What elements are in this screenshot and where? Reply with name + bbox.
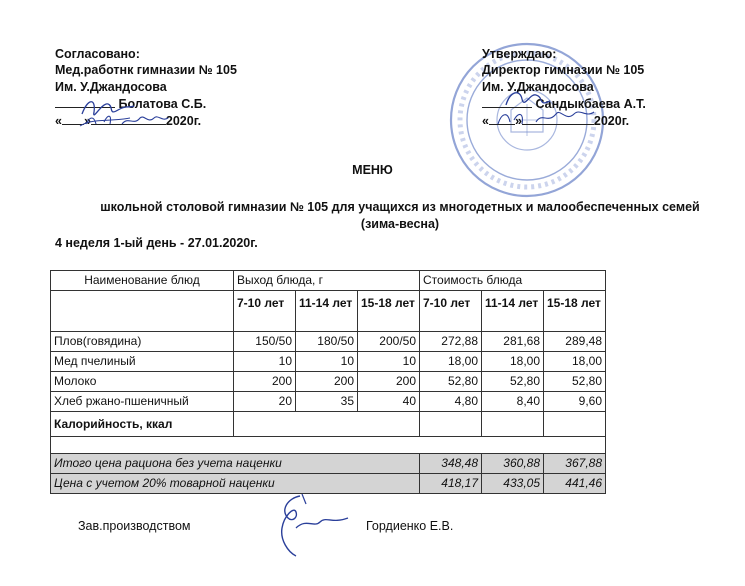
dish-name: Мед пчелиный	[51, 352, 234, 372]
age-header: 11-14 лет	[482, 291, 544, 332]
total-row: Итого цена рациона без учета наценки 348,48 360,88 367,88	[51, 454, 606, 474]
table-row: Хлеб ржано-пшеничный 20 35 40 4,80 8,40 9,60	[51, 392, 606, 412]
calories-row	[51, 412, 606, 437]
total-with-markup-row: Цена с учетом 20% товарной наценки 418,17 433,05 441,46	[51, 474, 606, 494]
table-header-row	[51, 271, 606, 291]
right-school-name: Им. У.Джандосова	[482, 80, 594, 94]
menu-table	[50, 270, 606, 494]
right-approval-label: Утверждаю:	[482, 47, 557, 61]
left-school-name: Им. У.Джандосова	[55, 80, 167, 94]
footer-position: Зав.производством	[78, 519, 191, 533]
right-signer-name: Сандыкбаева А.Т.	[535, 97, 646, 111]
right-date-year: 2020г.	[593, 114, 630, 128]
table-row: Молоко 200 200 200 52,80 52,80 52,80	[51, 372, 606, 392]
header-dish-name: Наименование блюд	[51, 271, 234, 291]
subtitle-line-2: (зима-весна)	[360, 217, 440, 231]
header-yield: Выход блюда, г	[234, 271, 420, 291]
dish-name: Плов(говядина)	[51, 332, 234, 352]
table-row: Плов(говядина) 150/50 180/50 200/50 272,88 281,68 289,48	[51, 332, 606, 352]
dish-name: Хлеб ржано-пшеничный	[51, 392, 234, 412]
age-header: 7-10 лет	[234, 291, 296, 332]
header-cost: Стоимость блюда	[420, 271, 606, 291]
age-header: 15-18 лет	[544, 291, 606, 332]
total-markup-label: Цена с учетом 20% товарной наценки	[51, 474, 420, 494]
footer-signer-name: Гордиенко Е.В.	[366, 519, 454, 533]
left-position: Мед.работнк гимназии № 105	[55, 63, 237, 77]
age-header: 11-14 лет	[296, 291, 358, 332]
calories-label: Калорийность, ккал	[51, 412, 234, 437]
age-header: 15-18 лет	[358, 291, 420, 332]
age-header: 7-10 лет	[420, 291, 482, 332]
total-label: Итого цена рациона без учета наценки	[51, 454, 420, 474]
subtitle-line-1: школьной столовой гимназии № 105 для учащихся из многодетных и малообеспеченных семей	[100, 200, 700, 214]
spacer-row	[51, 437, 606, 454]
right-date-handwriting-icon	[488, 104, 598, 132]
dish-name: Молоко	[51, 372, 234, 392]
footer-handwritten-signature-icon	[262, 488, 352, 560]
right-date-line: « » 2020г.	[482, 114, 630, 128]
table-age-row	[51, 291, 606, 332]
page-title: МЕНЮ	[352, 163, 393, 177]
left-date-year: 2020г.	[165, 114, 202, 128]
left-date-handwriting-icon	[82, 110, 172, 132]
day-line: 4 неделя 1-ый день - 27.01.2020г.	[55, 236, 258, 250]
right-position: Директор гимназии № 105	[482, 63, 645, 77]
table-row: Мед пчелиный 10 10 10 18,00 18,00 18,00	[51, 352, 606, 372]
left-approval-label: Согласовано:	[55, 47, 140, 61]
left-signer-name: Болатова С.Б.	[118, 97, 207, 111]
left-date-line: « » 2020г.	[55, 114, 202, 128]
